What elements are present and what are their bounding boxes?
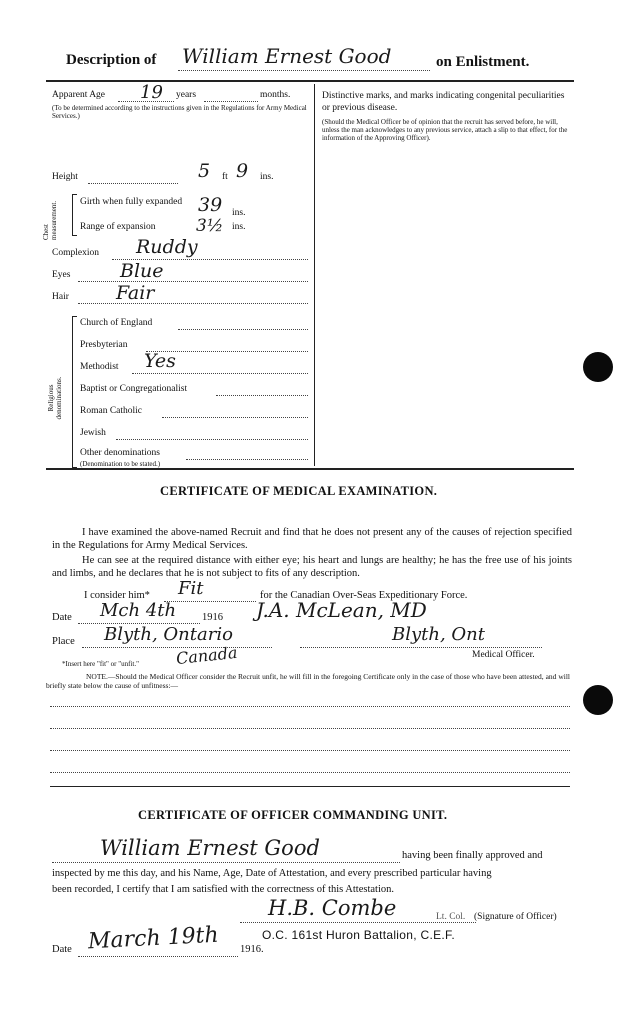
medical-year: 1916 — [202, 612, 223, 623]
age-dotline — [118, 101, 174, 102]
height-dotline — [88, 183, 178, 184]
medical-note: NOTE.—Should the Medical Officer consider the Recruit unfit, he will fill in the foregoing Certificate only in the case of those who have been attested, and will briefly state below the cause of unfitness:— — [46, 672, 570, 690]
place-dotline — [82, 647, 272, 648]
marks-heading: Distinctive marks, and marks indicating congenital peculiarities or previous disease. — [322, 91, 565, 113]
religion-other-note: (Denomination to be stated.) — [80, 460, 161, 468]
religion-methodist: Methodist — [80, 362, 119, 372]
height-in-value: 9 — [236, 160, 249, 182]
hair-value: Fair — [116, 282, 155, 304]
religion-dotline-3 — [132, 373, 308, 374]
officer-date-label: Date — [52, 944, 72, 955]
medical-officer-dotline — [300, 647, 542, 648]
officer-sig-label: (Signature of Officer) — [474, 912, 557, 922]
religion-other: Other denominations — [80, 448, 160, 458]
officer-text-1: having been finally approved and — [402, 850, 543, 861]
unfit-line-3 — [50, 750, 570, 751]
eyes-value: Blue — [120, 260, 164, 282]
religion-dotline-7 — [186, 459, 308, 460]
unfit-line-2 — [50, 728, 570, 729]
chest-side-label: Chest measurement. — [42, 200, 58, 240]
unfit-line-1 — [50, 706, 570, 707]
officer-name-dotline — [52, 862, 400, 863]
officer-heading: CERTIFICATE OF OFFICER COMMANDING UNIT. — [138, 808, 448, 822]
months-dotline — [204, 101, 258, 102]
officer-text-2: inspected by me this day, and his Name, Age, Date of Attestation, and every prescribed particular having — [52, 868, 492, 879]
girth-label: Girth when fully expanded — [80, 197, 183, 207]
column-divider — [314, 84, 315, 466]
consider-prefix: I consider him* — [84, 590, 150, 601]
medical-para2: He can see at the required distance with either eye; his heart and lungs are healthy; he has the free use of his joints and limbs, and he declares that he is not subject to fits of any description. — [52, 555, 572, 579]
religion-jewish: Jewish — [80, 428, 106, 438]
officer-name-value: William Ernest Good — [100, 836, 320, 860]
complexion-value: Ruddy — [136, 236, 198, 258]
age-note: (To be determined according to the instructions given in the Regulations for Army Medical Services.) — [52, 104, 307, 120]
section-rule — [46, 468, 574, 470]
complexion-label: Complexion — [52, 248, 99, 258]
place-label: Place — [52, 636, 75, 647]
officer-date-value: March 19th — [87, 922, 220, 955]
officer-year: 1916. — [240, 944, 264, 955]
religion-roman-catholic: Roman Catholic — [80, 406, 143, 416]
months-label: months. — [260, 90, 291, 100]
hair-label: Hair — [52, 292, 69, 302]
age-label: Apparent Age — [52, 90, 106, 100]
consider-value: Fit — [178, 578, 204, 599]
religion-bracket — [72, 316, 77, 468]
officer-stamp: O.C. 161st Huron Battalion, C.E.F. — [262, 928, 455, 942]
religion-baptist: Baptist or Congregationalist — [80, 384, 188, 394]
officer-signature-dotline — [240, 922, 476, 923]
place-value-2: Canada — [175, 642, 239, 669]
height-ins-label: ins. — [260, 172, 274, 182]
girth-ins-label: ins. — [232, 208, 246, 218]
officer-rule — [50, 786, 570, 787]
religion-presbyterian: Presbyterian — [80, 340, 128, 350]
chest-bracket — [72, 194, 77, 236]
officer-date-dotline — [78, 956, 238, 957]
officer-lt-col: Lt. Col. — [436, 912, 466, 922]
height-label: Height — [52, 172, 78, 182]
range-value: 3½ — [196, 216, 224, 236]
place-signature: Blyth, Ont — [392, 624, 486, 645]
eyes-dotline — [78, 281, 308, 282]
range-label: Range of expansion — [80, 222, 156, 232]
consider-suffix: for the Canadian Over-Seas Expeditionary Force. — [260, 590, 468, 601]
eyes-label: Eyes — [52, 270, 71, 280]
religion-dotline-5 — [162, 417, 308, 418]
header-name-dotline — [178, 70, 430, 71]
punch-hole-top — [583, 352, 613, 382]
officer-signature: H.B. Combe — [268, 896, 397, 920]
religion-dotline-4 — [216, 395, 308, 396]
place-value: Blyth, Ontario — [104, 624, 233, 645]
consider-dotline — [164, 601, 256, 602]
unfit-line-4 — [50, 772, 570, 773]
age-value: 19 — [140, 82, 163, 103]
header-rule — [46, 80, 574, 82]
officer-text-3: been recorded, I certify that I am satisfied with the correctness of this Attestation. — [52, 884, 395, 895]
insert-note: *Insert here "fit" or "unfit." — [62, 660, 139, 668]
religion-side-label: Religious denominations. — [47, 376, 63, 420]
ft-label: ft — [222, 172, 228, 182]
header-prefix: Description of — [66, 52, 157, 68]
header-suffix: on Enlistment. — [436, 54, 530, 70]
marks-note: (Should the Medical Officer be of opinion that the recruit has served before, he will, unless the man acknowledges to any previous service, attach a slip to that effect, for the information of the Approving Officer). — [322, 118, 568, 142]
medical-signature: J.A. McLean, MD — [256, 598, 427, 622]
hair-dotline — [78, 303, 308, 304]
medical-officer-label: Medical Officer. — [472, 650, 535, 660]
medical-heading: CERTIFICATE OF MEDICAL EXAMINATION. — [160, 484, 438, 498]
girth-value: 39 — [198, 194, 223, 216]
height-ft-value: 5 — [198, 160, 211, 182]
methodist-mark: Yes — [144, 350, 176, 372]
range-ins-label: ins. — [232, 222, 246, 232]
header-name: William Ernest Good — [182, 44, 392, 68]
religion-church-of-england: Church of England — [80, 318, 153, 328]
medical-para1: I have examined the above-named Recruit and find that he does not present any of the causes of rejection specified in the Regulations for Army Medical Services. — [52, 527, 572, 551]
years-label: years — [176, 90, 197, 100]
religion-dotline-1 — [178, 329, 308, 330]
medical-date-value: Mch 4th — [100, 600, 177, 621]
religion-dotline-6 — [116, 439, 308, 440]
punch-hole-bottom — [583, 685, 613, 715]
medical-date-label: Date — [52, 612, 72, 623]
